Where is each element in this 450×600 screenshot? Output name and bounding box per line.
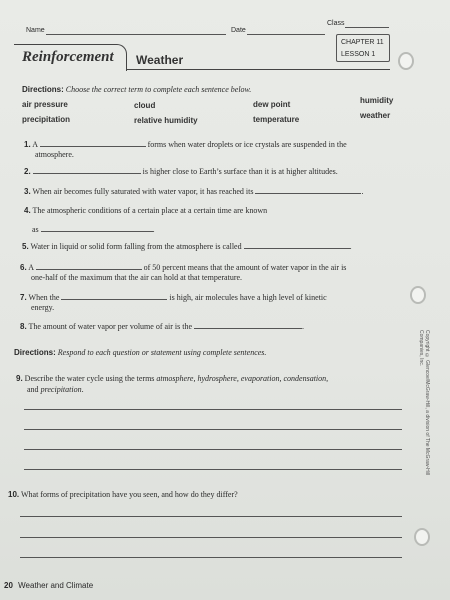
answer-line-10-2[interactable] [20,537,402,538]
page-number: 20 [4,581,13,590]
answer-line-10-3[interactable] [20,557,402,558]
class-label: Class [327,20,345,27]
topic-title: Weather [136,53,184,67]
term-dew-point: dew point [253,100,291,109]
question-4-cont: as . [32,225,155,234]
term-precipitation: precipitation [22,115,71,124]
class-line[interactable] [345,27,389,28]
chapter-number: CHAPTER 11 [341,39,384,46]
question-9-cont: and precipitation. [27,385,84,394]
answer-blank-3[interactable] [255,185,361,194]
chapter-box [336,34,390,62]
question-7-cont: energy. [31,303,55,312]
answer-blank-7[interactable] [61,291,167,300]
page-footer [4,581,93,590]
question-3: 3. When air becomes fully saturated with water vapor, it has reached its . [24,187,364,196]
question-4: 4. The atmospheric conditions of a certain place at a certain time are known [24,206,268,215]
binder-hole-top [398,52,414,70]
answer-blank-8[interactable] [194,320,302,329]
directions-1-label: Directions: [22,85,64,94]
question-10: 10. What forms of precipitation have you seen, and how do they differ? [8,490,238,499]
answer-line-9-1[interactable] [24,409,402,410]
term-humidity: humidity [360,96,394,105]
term-relative-humidity: relative humidity [134,116,198,125]
title-rule [126,69,390,70]
question-7: 7. When the is high, air molecules have a high level of kinetic [20,293,327,302]
reinforcement-title: Reinforcement [22,49,114,65]
answer-line-10-1[interactable] [20,516,402,517]
directions-1 [22,85,251,94]
term-air-pressure: air pressure [22,100,68,109]
copyright-notice: Copyright © Glencoe/McGraw-Hill, a division of The McGraw-Hill Companies, Inc. [418,330,430,476]
answer-line-9-3[interactable] [24,449,402,450]
binder-hole-bottom [414,528,430,546]
question-5: 5. Water in liquid or solid form falling from the atmosphere is called . [22,242,352,251]
directions-2-text: Respond to each question or statement using complete sentences. [57,348,267,357]
book-title: Weather and Climate [18,581,94,590]
lesson-number: LESSON 1 [341,51,376,58]
answer-line-9-4[interactable] [24,469,402,470]
question-6-cont: one-half of the maximum that the air can hold at that temperature. [31,273,243,282]
question-8: 8. The amount of water vapor per volume of air is the . [20,322,305,331]
answer-blank-1[interactable] [40,138,146,147]
answer-line-9-2[interactable] [24,429,402,430]
question-6: 6. A of 50 percent means that the amount of water vapor in the air is [20,263,347,272]
name-line[interactable] [46,34,226,35]
question-9: 9. Describe the water cycle using the terms atmosphere, hydrosphere, evaporation, condensation, [16,374,329,383]
directions-1-text: Choose the correct term to complete each sentence below. [65,85,252,94]
answer-blank-2[interactable] [33,165,141,174]
answer-blank-4[interactable] [41,223,153,232]
date-label: Date [231,27,246,34]
directions-2 [14,348,266,357]
name-label: Name [26,27,45,34]
date-line[interactable] [247,34,325,35]
term-weather: weather [360,111,391,120]
question-1: 1. A forms when water droplets or ice crystals are suspended in the [24,140,347,149]
directions-2-label: Directions: [14,348,56,357]
term-temperature: temperature [253,115,300,124]
answer-blank-6[interactable] [36,261,142,270]
question-2: 2. is higher close to Earth’s surface than it is at higher altitudes. [24,167,338,176]
term-cloud: cloud [134,101,156,110]
question-1-cont: atmosphere. [35,150,74,159]
answer-blank-5[interactable] [244,240,350,249]
binder-hole-middle [410,286,426,304]
